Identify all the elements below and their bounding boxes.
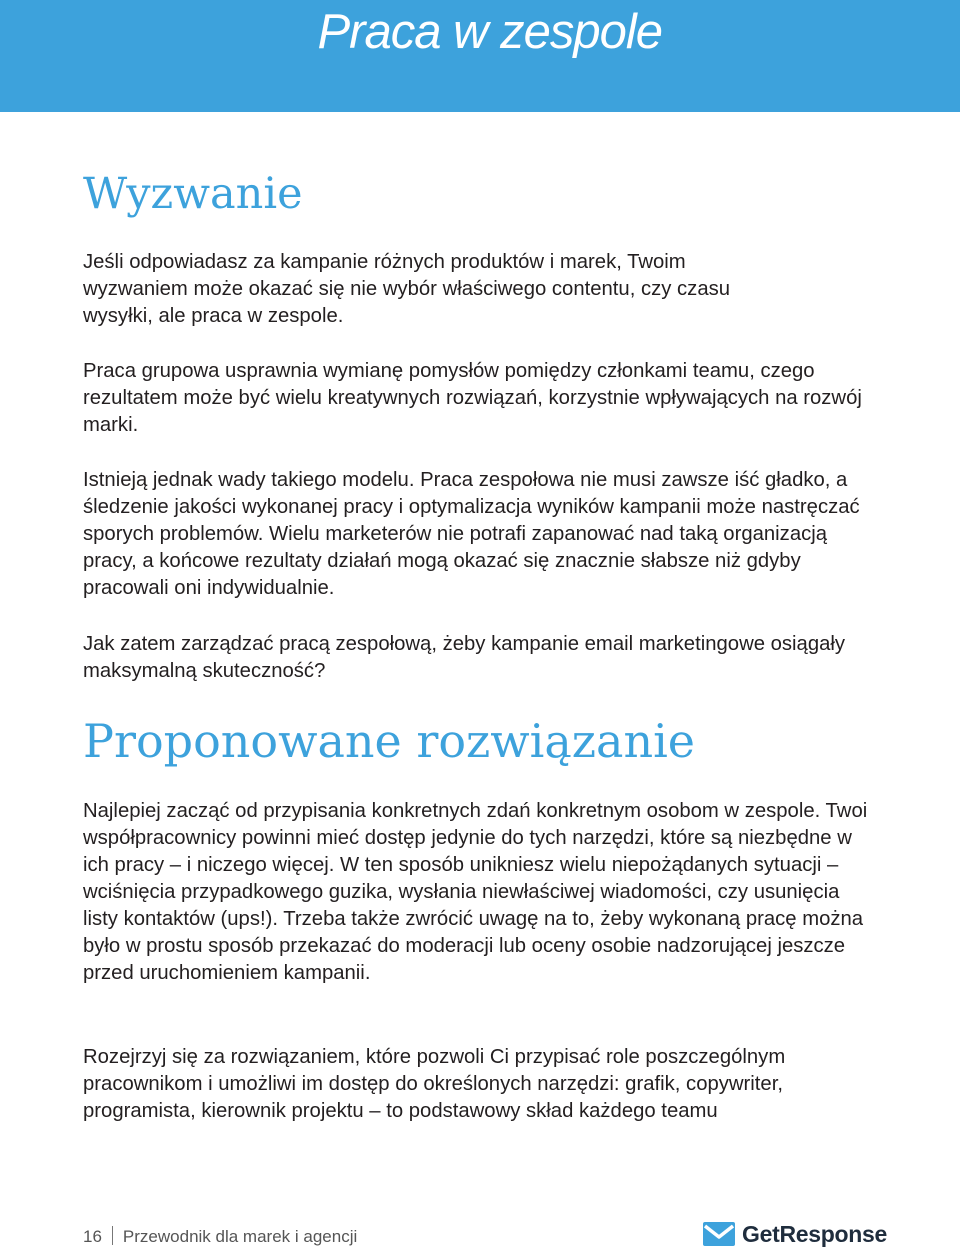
solution-heading: Proponowane rozwiązanie	[83, 714, 696, 768]
header-banner	[0, 0, 960, 112]
paragraph: Najlepiej zacząć od przypisania konkretnych zdań konkretnym osobom w zespole. Twoi współpracownicy powinni mieć dostęp jedynie do tych narzędzi, które są niezbędne w ich pracy – i niczego więcej. W ten sposób unikniesz wielu niepożądanych sytuacji – wciśnięcia przypadkowego guzika, wysłania niewłaściwej wiadomości, czy usunięcia listy kontaktów (ups!). Trzeba także zwrócić uwagę na to, żeby wykonaną pracę można było w prostu sposób przekazać do moderacji lub oceny osobie nadzorującej jeszcze przed uruchomieniem kampanii.	[83, 800, 868, 984]
paragraph: Rozejrzyj się za rozwiązaniem, które pozwoli Ci przypisać role poszczególnym pracownikom i umożliwi im dostęp do określonych narzędzi: grafik, copywriter, programista, kierownik projektu – to podstawowy skład każdego teamu	[83, 1046, 786, 1122]
page-number: 16	[83, 1227, 102, 1246]
paragraph: Jak zatem zarządzać pracą zespołową, żeby kampanie email marketingowe osiągały maksymalną skuteczność?	[83, 633, 846, 682]
banner-title: Praca w zespole	[317, 5, 662, 59]
page-footer	[83, 1226, 357, 1248]
logo-text: GetResponse	[742, 1220, 887, 1247]
paragraph: Praca grupowa usprawnia wymianę pomysłów pomiędzy członkami teamu, czego rezultatem może być wielu kreatywnych rozwiązań, korzystnie wpływających na rozwój marki.	[83, 360, 862, 436]
paragraph: Jeśli odpowiadasz za kampanie różnych produktów i marek, Twoim wyzwaniem może okazać się nie wybór właściwego contentu, czy czasu wysyłki, ale praca w zespole.	[83, 251, 731, 327]
envelope-icon	[702, 1221, 736, 1247]
guide-title: Przewodnik dla marek i agencji	[122, 1227, 358, 1246]
footer-divider	[112, 1226, 113, 1245]
challenge-heading: Wyzwanie	[83, 169, 303, 219]
paragraph: Istnieją jednak wady takiego modelu. Praca zespołowa nie musi zawsze iść gładko, a śledzenie jakości wykonanej pracy i optymalizacja wyników kampanii może nastręczać sporych problemów. Wielu marketerów nie potrafi zapanować nad taką organizacją pracy, a końcowe rezultaty działań mogą okazać się znacznie słabsze niż gdyby pracowali oni indywidualnie.	[83, 469, 860, 599]
getresponse-logo	[702, 1216, 887, 1252]
